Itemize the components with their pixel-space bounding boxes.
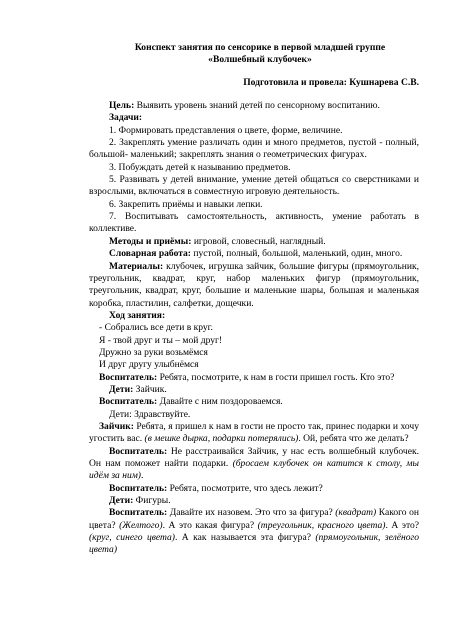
dialogue-line: [89, 396, 419, 408]
poem-line: Дружно за руки возьмёмся: [99, 346, 208, 358]
task-item: 7. Воспитывать самостоятельность, активность, умение работать в коллективе.: [89, 211, 419, 235]
stage-note: (квадрат): [335, 507, 377, 519]
tasks-label: Задачи:: [109, 112, 143, 124]
dialogue-line: [89, 421, 419, 446]
dialogue-line: [89, 372, 419, 384]
speech: .: [141, 470, 144, 482]
speech: Не расстраивайся Зайчик, у нас есть волшебный клубочек. Он нам поможет найти подарки.: [89, 445, 419, 469]
title-line-1: Конспект занятия по сенсорике в первой младшей группе: [134, 42, 386, 53]
poem-line: - Собрались все дети в круг.: [99, 322, 213, 334]
goal-paragraph: [89, 100, 419, 112]
speech: Давайте с ним поздороваемся.: [157, 396, 283, 408]
author-line: Подготовила и провела: Кушнарева С.В.: [243, 76, 419, 88]
speaker: Дети:: [109, 495, 134, 507]
task-item: 2. Закреплять умение различать один и много предметов, пустой - полный, большой- маленький; закреплять знания о геометрических фигурах.: [89, 137, 419, 161]
goal-label: Цель:: [109, 100, 135, 112]
dialogue-line: [89, 446, 419, 483]
speech: Ребята, посмотрите, к нам в гости пришел гость. Кто это?: [157, 371, 395, 383]
vocabulary-text: пустой, полный, большой, маленький, один, много.: [191, 248, 403, 260]
speaker: Воспитатель:: [99, 396, 158, 408]
dialogue-line: [89, 384, 419, 396]
speech: . А это какая фигура?: [162, 519, 258, 531]
methods-paragraph: [89, 236, 419, 248]
speaker: Зайчик:: [99, 420, 134, 432]
dialogue-line: Дети: Здравствуйте.: [109, 408, 191, 420]
methods-text: игровой, словесный, наглядный.: [191, 235, 326, 247]
title-line-2: «Волшебный клубочек»: [208, 54, 312, 66]
dialogue-line: [89, 483, 419, 495]
stage-note: (бросаем клубочек он катится к столу, мы идём за ним): [89, 458, 419, 482]
stage-note: (треугольник, красного цвета): [257, 519, 386, 531]
speaker: Воспитатель:: [109, 445, 168, 457]
speaker: Воспитатель:: [109, 507, 168, 519]
speech: . А это?: [385, 519, 419, 531]
vocabulary-label: Словарная работа:: [109, 248, 191, 260]
goal-text: Выявить уровень знаний детей по сенсорному воспитанию.: [134, 100, 380, 112]
lesson-heading-text: Ход занятия:: [109, 309, 166, 321]
materials-label: Материалы:: [109, 260, 164, 272]
speech: Какого он цвета?: [89, 507, 419, 531]
speech: Давайте их назовем. Это что за фигура?: [167, 507, 336, 519]
speech: . Ой, ребята что же делать?: [298, 433, 409, 445]
stage-note: (в мешке дырка, подарки потерялись): [144, 433, 299, 445]
materials-paragraph: [89, 261, 419, 310]
stage-note: (Желтого): [119, 519, 163, 531]
speech: Зайчик.: [133, 383, 167, 395]
speech: Фигуры.: [133, 495, 171, 507]
tasks-heading: [89, 112, 419, 124]
speaker: Воспитатель:: [109, 482, 168, 494]
vocabulary-paragraph: [89, 248, 419, 260]
stage-note: (прямоугольник, зелёного цвета): [89, 532, 419, 556]
speaker: Воспитатель:: [99, 371, 158, 383]
task-item: 1. Формировать представления о цвете, форме, величине.: [109, 124, 343, 136]
speech: Ребята, посмотрите, что здесь лежит?: [167, 482, 323, 494]
task-item: 6. Закрепить приёмы и навыки лепки.: [109, 198, 263, 210]
materials-text: клубочек, игрушка зайчик, большие фигуры (прямоугольник, треугольник, квадрат, круг, набор маленьких фигур (прямоугольник, треугольник, квадрат, круг, большие и маленькие шары, большая и маленькая коробка, пластилин, салфетки, дощечки.: [89, 260, 419, 309]
document-title: [101, 42, 419, 67]
speech: . А как называется эта фигура?: [174, 532, 316, 544]
task-item: 5. Развивать у детей внимание, умение детей общаться со сверстниками и взрослыми, включаться в совместную игровую деятельность.: [89, 174, 419, 198]
dialogue-line: [89, 507, 419, 556]
methods-label: Методы и приёмы:: [109, 235, 192, 247]
poem-line: И друг другу улыбнёмся: [99, 359, 199, 371]
dialogue-line: [89, 495, 419, 507]
poem-line: Я - твой друг и ты – мой друг!: [99, 334, 223, 346]
task-item: 3. Побуждать детей к называнию предметов.: [109, 161, 291, 173]
speaker: Дети:: [109, 383, 134, 395]
lesson-heading: [89, 310, 419, 322]
speech: Ребята, я пришел к нам в гости не просто так, принес подарки и хочу угостить вас.: [89, 420, 419, 445]
stage-note: (круг, синего цвета): [89, 532, 175, 544]
